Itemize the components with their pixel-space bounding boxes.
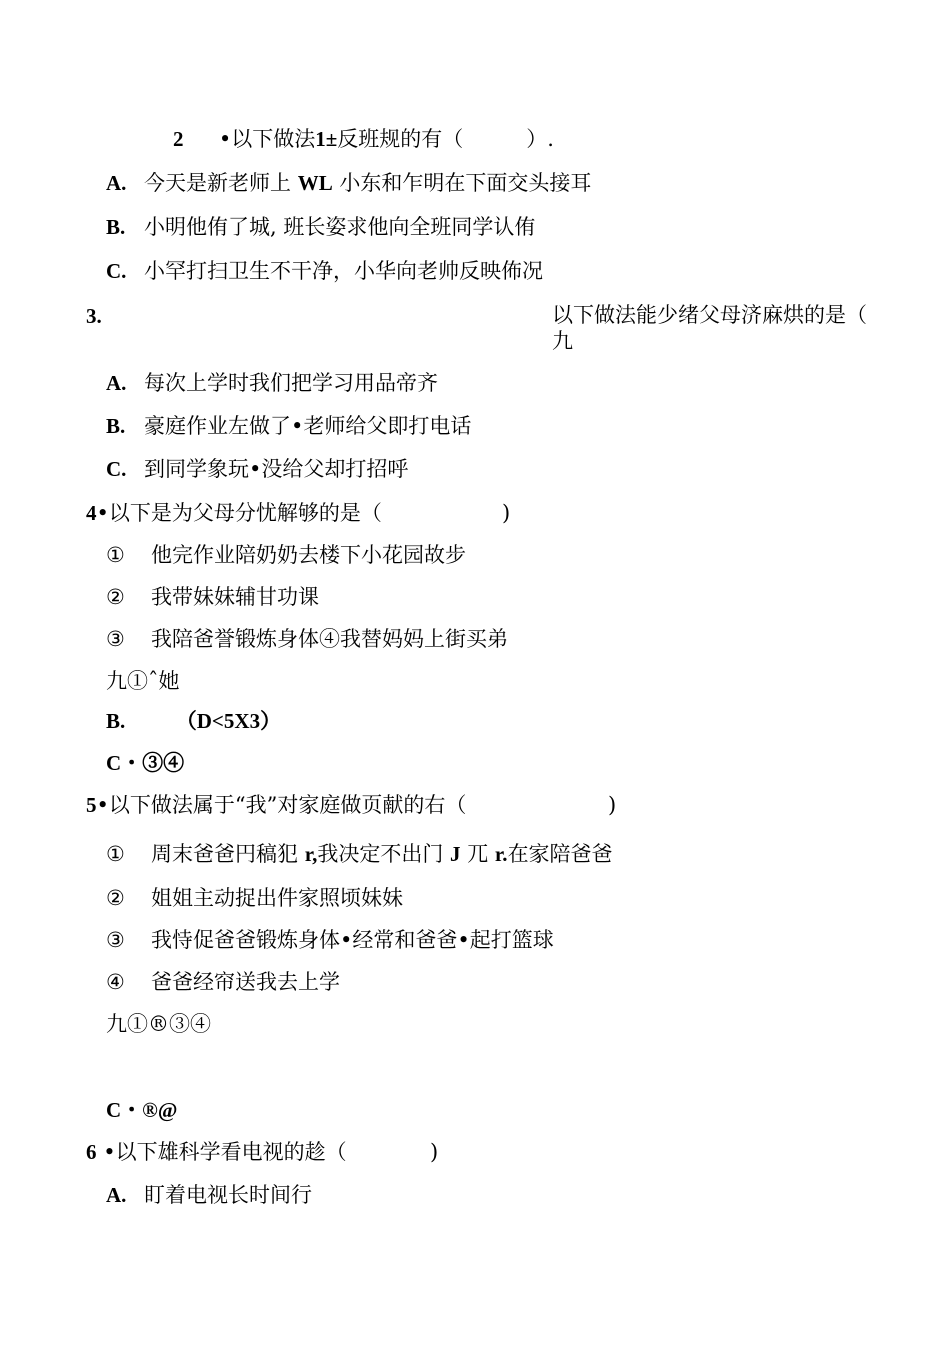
list-item <box>106 969 340 995</box>
question-stem: 以下做法能少绪父母济麻烘的是（ 九 <box>552 303 867 353</box>
question-number: 6 <box>86 1140 97 1164</box>
option-b <box>106 413 471 439</box>
item-text: 姐姐主动捉出件家照顷妹妹 <box>151 886 403 910</box>
item-label: ② <box>106 585 125 609</box>
question-stem: •以下做法 <box>218 127 316 151</box>
item-text: 兀 <box>467 842 489 866</box>
list-item <box>106 885 403 911</box>
item-text: 周末爸爸円稿犯 <box>151 842 298 866</box>
choice-text: （D<5X3） <box>175 709 282 733</box>
choice-b <box>106 708 281 734</box>
item-text: 爸爸经帘送我去上学 <box>151 970 340 994</box>
option-text: 今天是新老师上 <box>144 171 291 195</box>
question-stem-rest: 反班规的有（ ）. <box>337 127 554 151</box>
item-label: ① <box>106 543 125 567</box>
choice-label: B. <box>106 709 126 733</box>
list-item <box>106 841 613 867</box>
question-stem-close: ) <box>502 501 511 525</box>
option-label: A. <box>106 1183 127 1207</box>
option-c <box>106 456 408 482</box>
item-label: ① <box>106 842 125 866</box>
option-text: 每次上学时我们把学习用品帝齐 <box>144 371 438 395</box>
item-text: 我恃促爸爸锻炼身体•经常和爸爸•起打篮球 <box>151 928 554 952</box>
option-text: 小明他侑了城, 班长姿求他向全班同学认侑 <box>144 215 536 239</box>
question-4 <box>86 500 382 526</box>
choice-a: 九①ˆ她 <box>106 669 180 693</box>
question-stem: •以下做法属于“我”对家庭做页献的右（ <box>96 793 467 817</box>
item-text-bold: r. <box>494 842 508 866</box>
question-number: 2 <box>173 127 184 151</box>
question-stem: •以下雄科学看电视的趁（ <box>103 1140 347 1164</box>
question-6 <box>86 1139 347 1165</box>
item-text-bold: J <box>450 842 461 866</box>
list-item <box>106 626 508 652</box>
item-text: 我决定不出门 <box>317 842 444 866</box>
option-text-bold: WL <box>297 171 333 195</box>
option-a <box>106 1182 312 1208</box>
option-text-rest: 小东和乍明在下面交头接耳 <box>339 171 592 195</box>
question-stem-bold: 1± <box>315 127 338 151</box>
list-item <box>106 584 319 610</box>
item-text: 在家陪爸爸 <box>507 842 613 866</box>
question-5 <box>86 792 466 818</box>
question-stem-close: ) <box>608 793 617 817</box>
option-a <box>106 370 438 396</box>
question-2 <box>173 126 554 152</box>
item-text-bold: r, <box>304 842 318 866</box>
item-label: ③ <box>106 627 125 651</box>
item-text: 我陪爸誉锻炼身体④我替妈妈上街买弟 <box>151 627 508 651</box>
option-label: B. <box>106 414 126 438</box>
choice-c: C・③④ <box>106 751 185 775</box>
option-b <box>106 214 535 240</box>
item-label: ② <box>106 886 125 910</box>
question-number: 3. <box>86 304 102 328</box>
item-text: 我带妹妹辅甘功课 <box>151 585 319 609</box>
option-text: 小罕打扫卫生不干净，小华向老帅反映佈况 <box>144 259 543 283</box>
item-text: 他完作业陪奶奶去楼下小花园故步 <box>151 543 466 567</box>
option-text: 豪庭作业左做了•老师给父即打电话 <box>144 414 472 438</box>
item-label: ④ <box>106 970 125 994</box>
choice-c: C・®@ <box>106 1098 178 1122</box>
question-stem-close: ) <box>430 1140 439 1164</box>
option-text: 盯着电视长时间行 <box>144 1183 312 1207</box>
item-label: ③ <box>106 928 125 952</box>
option-label: B. <box>106 215 126 239</box>
question-number: 5 <box>86 793 97 817</box>
question-number: 4 <box>86 501 97 525</box>
list-item <box>106 542 466 568</box>
option-label: C. <box>106 457 127 481</box>
option-c <box>106 258 543 284</box>
option-text: 到同学象玩•没给父却打招呼 <box>144 457 409 481</box>
list-item <box>106 927 554 953</box>
option-label: A. <box>106 371 127 395</box>
choice-a: 九①®③④ <box>106 1012 211 1036</box>
question-stem: •以下是为父母分忧解够的是（ <box>96 501 382 525</box>
option-label: C. <box>106 259 127 283</box>
option-a <box>106 170 591 196</box>
option-label: A. <box>106 171 127 195</box>
